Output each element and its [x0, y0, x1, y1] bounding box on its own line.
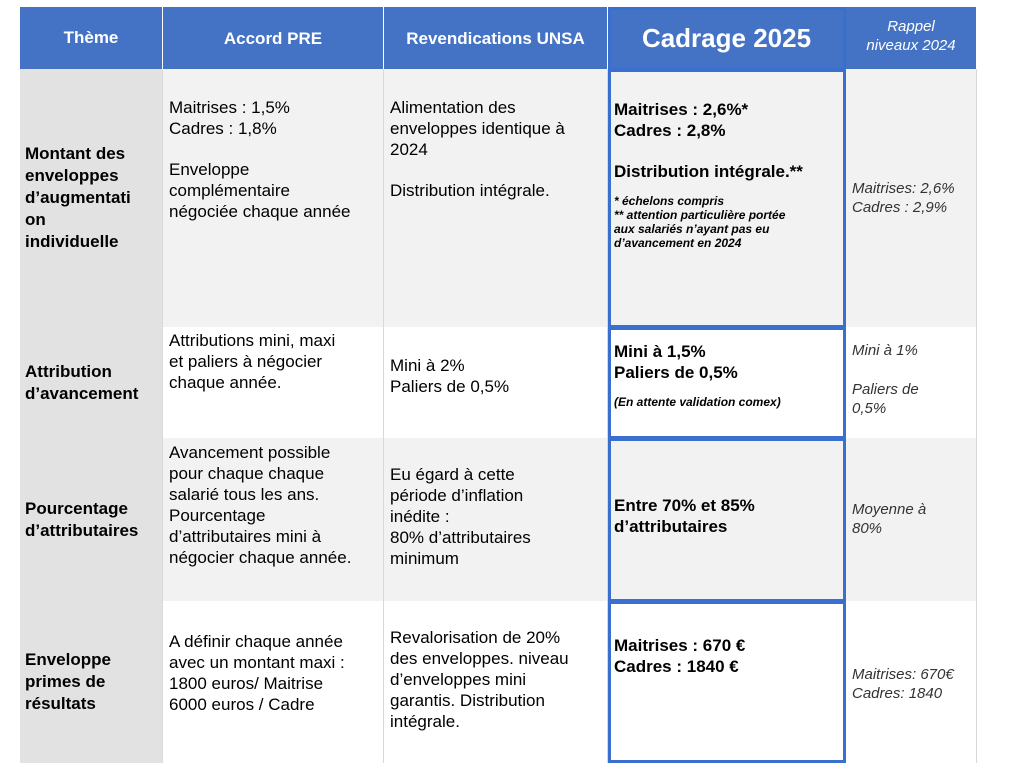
row-accord: Maitrises : 1,5% Cadres : 1,8% Enveloppe complémentaire négociée chaque année: [163, 69, 384, 327]
row-accord: A définir chaque année avec un montant maxi : 1800 euros/ Maitrise 6000 euros / Cadre: [163, 601, 384, 763]
row-revendications: Eu égard à cette période d’inflation inédite : 80% d’attributaires minimum: [384, 438, 608, 601]
header-theme: Thème: [20, 7, 163, 69]
table-row: [20, 327, 977, 438]
row-cadrage: Maitrises : 670 € Cadres : 1840 €: [608, 601, 846, 763]
header-revendications-unsa: Revendications UNSA: [384, 7, 608, 69]
table-row: [20, 69, 977, 327]
row-theme: Montant des enveloppes d’augmentati on individuelle: [20, 69, 163, 327]
header-row: [20, 7, 977, 69]
comparison-table: [20, 7, 977, 763]
header-rappel-2024: [846, 7, 977, 69]
row-revendications: Mini à 2% Paliers de 0,5%: [384, 327, 608, 438]
header-cadrage-2025: Cadrage 2025: [608, 7, 846, 69]
row-theme: Attribution d’avancement: [20, 327, 163, 438]
row-accord: Attributions mini, maxi et paliers à négocier chaque année.: [163, 327, 384, 438]
row-cadrage: Mini à 1,5% Paliers de 0,5% (En attente validation comex): [608, 327, 846, 438]
row-rappel: Mini à 1% Paliers de 0,5%: [846, 327, 977, 438]
row-cadrage: Maitrises : 2,6%* Cadres : 2,8% Distribution intégrale.** * échelons compris ** attention particulière portée aux salariés n’ayant pas eu d’avancement en 2024: [608, 69, 846, 327]
header-accord-pre: Accord PRE: [163, 7, 384, 69]
header-rappel-line1: Rappel: [887, 18, 935, 35]
row-cadrage: Entre 70% et 85% d’attributaires: [608, 438, 846, 601]
row-accord: Avancement possible pour chaque chaque salarié tous les ans. Pourcentage d’attributaires mini à négocier chaque année.: [163, 438, 384, 601]
table-row: [20, 438, 977, 601]
row-rappel: Maitrises: 670€ Cadres: 1840: [846, 601, 977, 763]
row-revendications: Revalorisation de 20% des enveloppes. niveau d’enveloppes mini garantis. Distribution intégrale.: [384, 601, 608, 763]
row-revendications: Alimentation des enveloppes identique à 2024 Distribution intégrale.: [384, 69, 608, 327]
row-rappel: Moyenne à 80%: [846, 438, 977, 601]
header-rappel-line2: niveaux 2024: [866, 37, 956, 54]
table-row: [20, 601, 977, 763]
row-theme: Pourcentage d’attributaires: [20, 438, 163, 601]
row-rappel: Maitrises: 2,6% Cadres : 2,9%: [846, 69, 977, 327]
row-theme: Enveloppe primes de résultats: [20, 601, 163, 763]
